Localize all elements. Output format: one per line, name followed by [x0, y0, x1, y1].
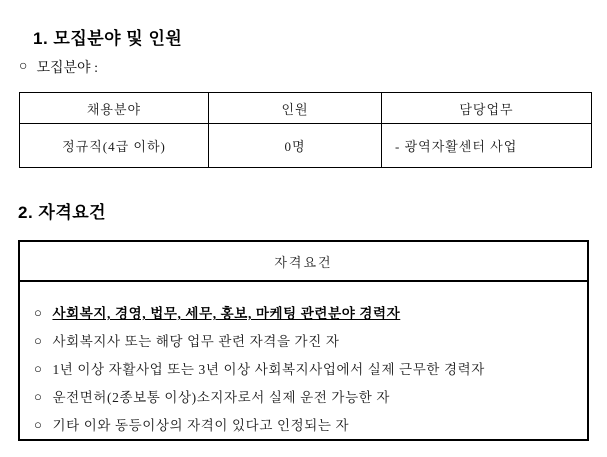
recruitment-table — [19, 92, 592, 168]
list-item — [34, 410, 577, 438]
circle-bullet-icon: ○ — [34, 416, 43, 432]
section-2-heading: 2. 자격요건 — [18, 203, 107, 222]
recruitment-field-line — [19, 57, 98, 77]
qualifications-table-header: 자격요건 — [20, 242, 587, 282]
table-row — [20, 124, 592, 168]
circle-bullet-icon: ○ — [34, 360, 43, 376]
circle-bullet-icon: ○ — [34, 332, 43, 348]
section-1-heading: 1. 모집분야 및 인원 — [33, 29, 183, 48]
qualification-text: 1년 이상 자활사업 또는 3년 이상 사회복지사업에서 실제 근무한 경력자 — [52, 362, 485, 377]
circle-bullet-icon: ○ — [19, 59, 28, 74]
cell-headcount: 0명 — [209, 124, 382, 168]
circle-bullet-icon: ○ — [34, 388, 43, 404]
qualification-text: 사회복지사 또는 해당 업무 관련 자격을 가진 자 — [52, 334, 340, 349]
qualification-text-emphasized: 사회복지, 경영, 법무, 세무, 홍보, 마케팅 관련분야 경력자 — [52, 306, 401, 321]
column-header-recruit-field: 채용분야 — [20, 93, 209, 124]
column-header-duties: 담당업무 — [382, 93, 592, 124]
recruitment-field-label: 모집분야 : — [36, 61, 98, 76]
qualification-text: 기타 이와 동등이상의 자격이 있다고 인정되는 자 — [52, 418, 350, 433]
list-item — [34, 298, 577, 326]
qualifications-list — [20, 282, 587, 438]
list-item — [34, 326, 577, 354]
recruitment-table-header-row — [20, 93, 592, 124]
column-header-headcount: 인원 — [209, 93, 382, 124]
qualification-text: 운전면허(2종보통 이상)소지자로서 실제 운전 가능한 자 — [52, 390, 390, 405]
cell-duties: - 광역자활센터 사업 — [382, 124, 592, 168]
list-item — [34, 354, 577, 382]
qualifications-table — [18, 240, 589, 441]
cell-recruit-field: 정규직(4급 이하) — [20, 124, 209, 168]
list-item — [34, 382, 577, 410]
circle-bullet-icon: ○ — [34, 304, 43, 320]
